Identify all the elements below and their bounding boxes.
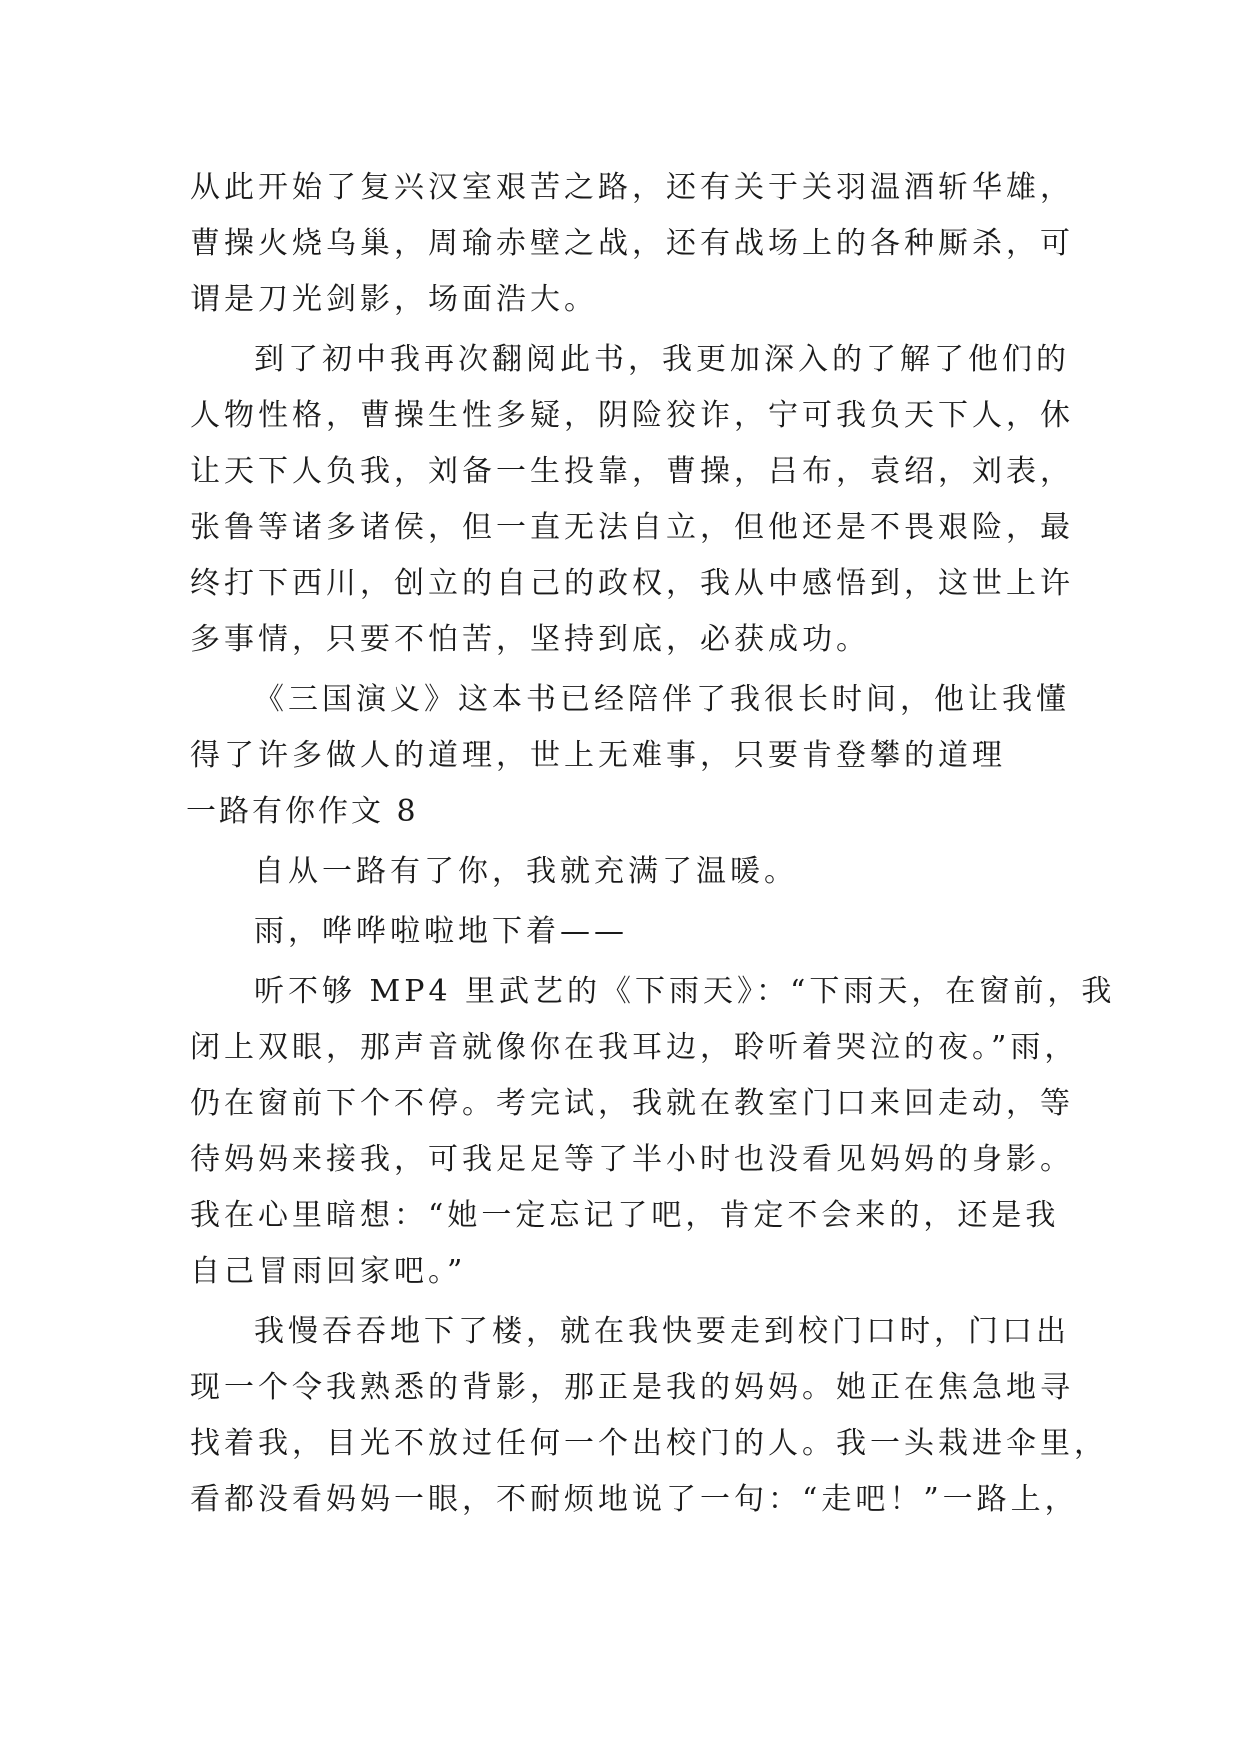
text-line: 自己冒雨回家吧。” [190,1254,467,1289]
text-line: 我在心里暗想：“她一定忘记了吧，肯定不会来的，还是我 [190,1198,1060,1233]
text-line: 现一个令我熟悉的背影，那正是我的妈妈。她正在焦急地寻 [190,1370,1074,1405]
text-line: 终打下西川，创立的自己的政权，我从中感悟到，这世上许 [190,566,1074,601]
text-line: 谓是刀光剑影，场面浩大。 [190,282,598,317]
text-line: 从此开始了复兴汉室艰苦之路，还有关于关羽温酒斩华雄， [190,170,1074,205]
text-line: 闭上双眼，那声音就像你在我耳边，聆听着哭泣的夜。”雨， [190,1030,1079,1065]
text-line: 让天下人负我，刘备一生投靠，曹操，吕布，袁绍，刘表， [190,454,1074,489]
text-line: 看都没看妈妈一眼，不耐烦地说了一句：“走吧！”一路上， [190,1482,1079,1517]
text-line: 待妈妈来接我，可我足足等了半小时也没看见妈妈的身影。 [190,1142,1074,1177]
text-line: 得了许多做人的道理，世上无难事，只要肯登攀的道理 [190,738,1006,773]
text-line: 《三国演义》这本书已经陪伴了我很长时间，他让我懂 [254,682,1070,717]
text-line: 张鲁等诸多诸侯，但一直无法自立，但他还是不畏艰险，最 [190,510,1074,545]
text-line: 人物性格，曹操生性多疑，阴险狡诈，宁可我负天下人，休 [190,398,1074,433]
text-line: 自从一路有了你，我就充满了温暖。 [254,854,798,889]
text-line: 到了初中我再次翻阅此书，我更加深入的了解了他们的 [254,342,1070,377]
text-line: 曹操火烧乌巢，周瑜赤壁之战，还有战场上的各种厮杀，可 [190,226,1074,261]
text-line: 雨，哗哗啦啦地下着—— [254,914,628,949]
text-line: 多事情，只要不怕苦，坚持到底，必获成功。 [190,622,870,657]
text-line: 听不够 MP4 里武艺的《下雨天》：“下雨天，在窗前，我 [254,974,1116,1009]
document-body [186,160,1116,1528]
text-line: 仍在窗前下个不停。考完试，我就在教室门口来回走动，等 [190,1086,1074,1121]
text-line: 找着我，目光不放过任何一个出校门的人。我一头栽进伞里， [190,1426,1108,1461]
section-heading: 一路有你作文 8 [186,794,419,829]
text-line: 我慢吞吞地下了楼，就在我快要走到校门口时，门口出 [254,1314,1070,1349]
